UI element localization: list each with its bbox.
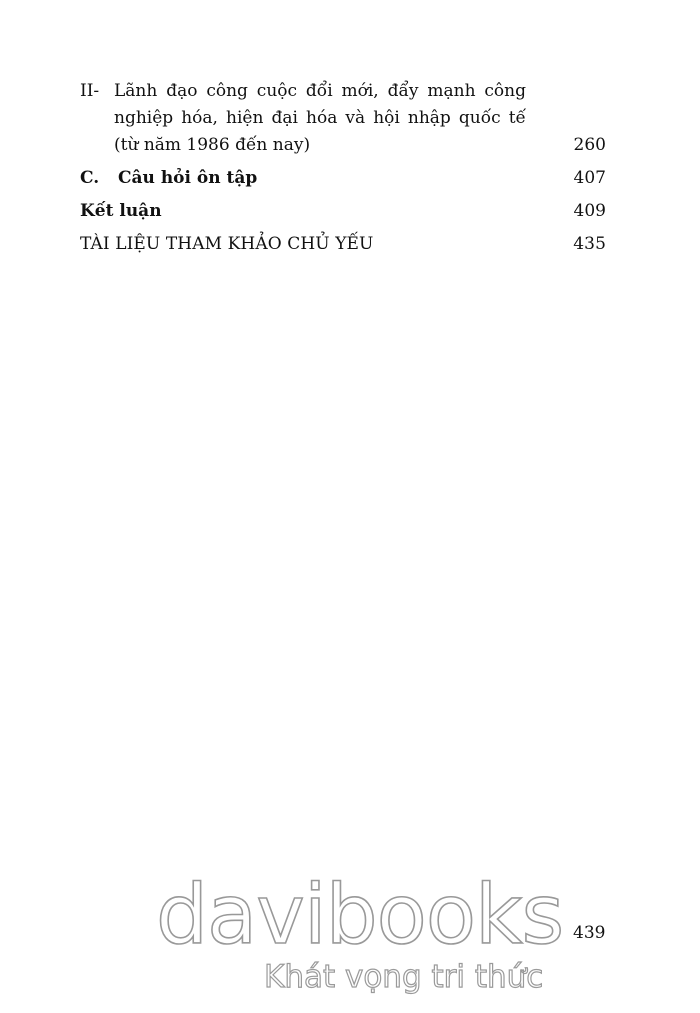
toc-entry-c[interactable] [80, 165, 606, 192]
toc-entry-page: 407 [573, 168, 606, 188]
toc-entry-number: II- [80, 81, 100, 101]
page-number: 439 [573, 923, 606, 943]
toc-entry-ii[interactable] [80, 78, 606, 159]
toc-entry-conclusion[interactable] [80, 198, 606, 225]
toc-entry-page: 409 [573, 201, 606, 221]
toc-entry-number: C. [80, 168, 100, 188]
toc-entry-page: 260 [573, 135, 606, 155]
toc-entry-title: Lãnh đạo công cuộc đổi mới, đẩy mạnh công nghiệp hóa, hiện đại hóa và hội nhập quốc tế (từ năm 1986 đến nay) [114, 81, 526, 155]
toc-entry-page: 435 [573, 234, 606, 254]
table-of-contents [80, 78, 606, 258]
watermark-slogan: Khát vọng tri thức [264, 959, 544, 995]
toc-entry-title: Câu hỏi ôn tập [118, 168, 258, 188]
toc-entry-title: Kết luận [80, 201, 162, 221]
toc-entry-title: TÀI LIỆU THAM KHẢO CHỦ YẾU [80, 234, 374, 254]
toc-entry-references[interactable] [80, 231, 606, 258]
davibooks-watermark-logo: davibooks [156, 868, 564, 963]
